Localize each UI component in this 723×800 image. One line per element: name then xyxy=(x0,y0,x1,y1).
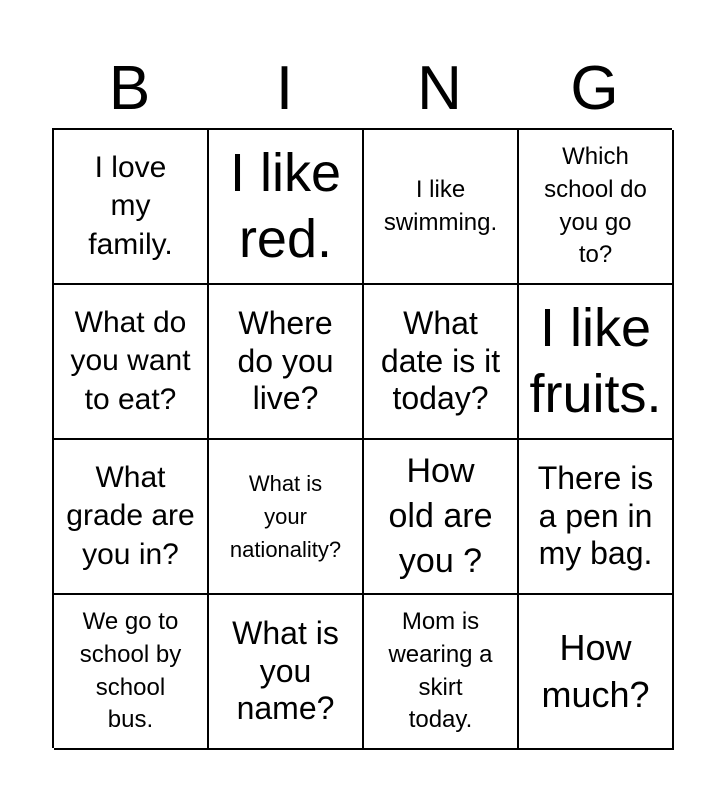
cell-text: I love my family. xyxy=(88,150,173,261)
header-letter-g: G xyxy=(570,54,619,123)
bingo-cell-r3c1[interactable] xyxy=(54,440,209,595)
bingo-cell-r3c2[interactable] xyxy=(209,440,364,595)
cell-text: How much? xyxy=(541,627,650,715)
cell-text: What date is it today? xyxy=(380,304,501,417)
cell-text: Mom is wearing a skirt today. xyxy=(388,608,493,734)
bingo-cell-r1c4[interactable] xyxy=(519,130,674,285)
cell-text: I like swimming. xyxy=(383,175,498,236)
cell-text: What grade are you in? xyxy=(66,460,195,571)
bingo-cell-r4c2[interactable] xyxy=(209,595,364,750)
cell-text: I like red. xyxy=(229,142,342,269)
header-letter-b: B xyxy=(108,54,151,123)
bingo-cell-r2c3[interactable] xyxy=(364,285,519,440)
bingo-cell-r1c3[interactable] xyxy=(364,130,519,285)
cell-text: What is your nationality? xyxy=(229,471,342,562)
bingo-cell-r2c1[interactable] xyxy=(54,285,209,440)
cell-text: I like fruits. xyxy=(529,297,662,424)
cell-text: Which school do you go to? xyxy=(544,143,647,269)
cell-text: How old are you ? xyxy=(388,452,493,580)
bingo-board xyxy=(52,128,672,748)
bingo-cell-r3c4[interactable] xyxy=(519,440,674,595)
bingo-cell-r4c4[interactable] xyxy=(519,595,674,750)
cell-text: We go to school by school bus. xyxy=(79,608,182,734)
bingo-header xyxy=(52,50,672,128)
cell-text: Where do you live? xyxy=(237,304,334,417)
header-letter-n: N xyxy=(417,54,462,123)
header-letter-i: I xyxy=(275,54,294,123)
cell-text: What is you name? xyxy=(232,614,339,727)
bingo-cell-r4c1[interactable] xyxy=(54,595,209,750)
cell-text: There is a pen in my bag. xyxy=(537,459,654,572)
bingo-cell-r2c4[interactable] xyxy=(519,285,674,440)
bingo-cell-r3c3[interactable] xyxy=(364,440,519,595)
bingo-cell-r4c3[interactable] xyxy=(364,595,519,750)
bingo-cell-r1c2[interactable] xyxy=(209,130,364,285)
cell-text: What do you want to eat? xyxy=(70,305,191,416)
bingo-cell-r2c2[interactable] xyxy=(209,285,364,440)
bingo-cell-r1c1[interactable] xyxy=(54,130,209,285)
